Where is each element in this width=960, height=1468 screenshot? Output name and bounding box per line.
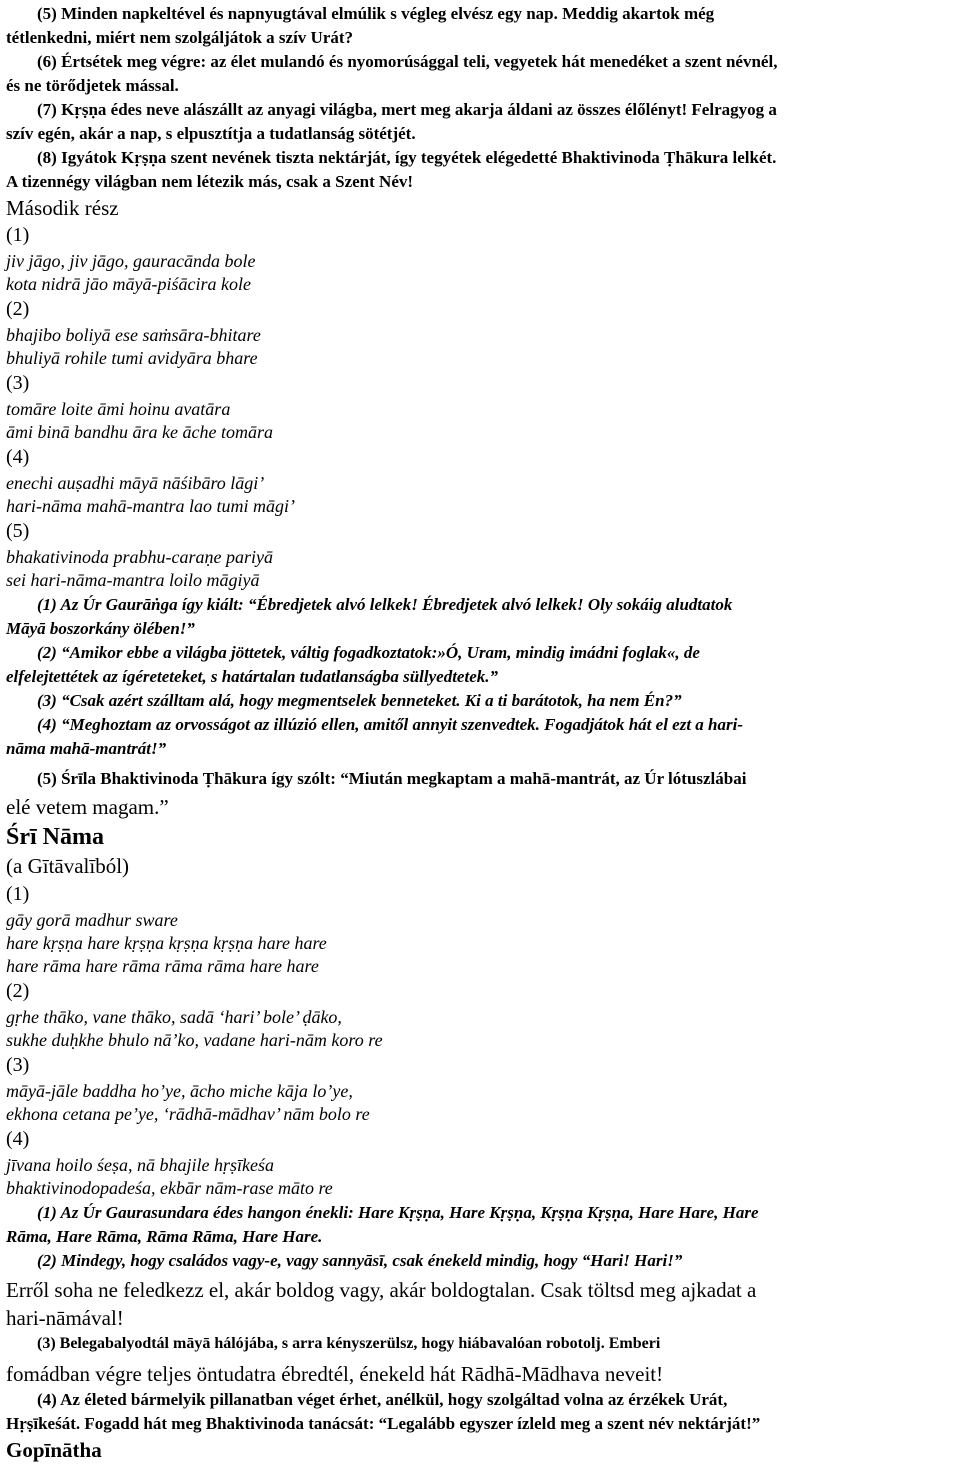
text-line: (6) Értsétek meg végre: az élet mulandó és nyomorúsággal teli, vegyetek hát menedéket a szent névnél, [37,52,778,71]
text-line: Gopīnātha [6,1438,102,1462]
text-line: kota nidrā jāo māyā-piśācira kole [6,274,251,294]
text-line: (1) Az Úr Gaurāṅga így kiált: “Ébredjetek alvó lelkek! Ébredjetek alvó lelkek! Oly sokáig aludtatok [37,595,733,614]
text-line: Erről soha ne feledkezz el, akár boldog vagy, akár boldogtalan. Csak töltsd meg ajkadat a [6,1278,757,1302]
text-line: hari-nāma mahā-mantra lao tumi māgi’ [6,496,295,516]
text-line: (5) [6,520,30,542]
text-line: (2) “Amikor ebbe a világba jöttetek, váltig fogadkoztatok:»Ó, Uram, mindig imádni foglak«, de [37,643,700,662]
text-line: bhuliyā rohile tumi avidyāra bhare [6,348,258,368]
text-line: (5) Śrīla Bhaktivinoda Ṭhākura így szólt: “Miután megkaptam a mahā-mantrát, az Úr lótuszlábai [37,769,747,788]
text-line: tétlenkedni, miért nem szolgáljátok a szív Urát? [6,28,354,47]
text-line: (2) [6,298,30,320]
text-line: (4) [6,446,30,468]
text-line: (5) Minden napkeltével és napnyugtával elmúlik s végleg elvész egy nap. Meddig akartok még [37,4,715,23]
text-line: jiv jāgo, jiv jāgo, gauracānda bole [6,251,256,271]
text-line: māyā-jāle baddha ho’ye, ācho miche kāja lo’ye, [6,1081,353,1101]
text-line: (3) [6,372,30,394]
text-line: jīvana hoilo śeṣa, nā bhajile hṛṣīkeśa [6,1155,274,1175]
text-line: gṛhe thāko, vane thāko, sadā ‘hari’ bole’ ḍāko, [6,1007,342,1027]
text-line: sei hari-nāma-mantra loilo māgiyā [6,570,260,590]
text-line: A tizennégy világban nem létezik más, csak a Szent Név! [6,172,414,191]
text-line: (3) Belegabalyodtál māyā hálójába, s arra kényszerülsz, hogy hiábavalóan robotolj. Emberi [37,1335,661,1352]
text-line: sukhe duḥkhe bhulo nā’ko, vadane hari-nām koro re [6,1030,383,1050]
text-line: elé vetem magam.” [6,795,169,819]
text-line: (4) Az életed bármelyik pillanatban véget érhet, anélkül, hogy szolgáltad volna az érzékek Urát, [37,1390,728,1409]
text-line: (4) [6,1128,30,1150]
text-line: hare rāma hare rāma rāma rāma hare hare [6,956,319,976]
text-line: nāma mahā-mantrát!” [6,739,167,758]
text-line: elfelejtettétek az ígéreteteket, s határtalan tudatlanságba süllyedtetek.” [6,667,498,686]
text-line: (a Gītāvalīból) [6,854,130,878]
text-line: bhajibo boliyā ese saṁsāra-bhitare [6,325,261,345]
text-line: (8) Igyátok Kṛṣṇa szent nevének tiszta nektárját, így tegyétek elégedetté Bhaktivinoda Ṭhākura lelkét. [37,148,777,167]
text-line: (1) [6,224,30,246]
text-line: gāy gorā madhur sware [6,910,178,930]
text-line: bhakativinoda prabhu-caraṇe pariyā [6,547,273,567]
text-line: fomádban végre teljes öntudatra ébredtél, énekeld hát Rādhā-Mādhava neveit! [6,1362,664,1386]
text-line: (7) Kṛṣṇa édes neve alászállt az anyagi világba, mert meg akarja áldani az összes élőlényt! Felragyog a [37,100,777,119]
text-line: Hṛṣīkeśát. Fogadd hát meg Bhaktivinoda tanácsát: “Legalább egyszer ízleld meg a szent név nektárját!” [6,1414,761,1433]
text-line: (2) [6,980,30,1002]
text-line: (2) Mindegy, hogy családos vagy-e, vagy sannyāsī, csak énekeld mindig, hogy “Hari! Hari!” [37,1251,683,1270]
text-line: (1) Az Úr Gaurasundara édes hangon énekli: Hare Kṛṣṇa, Hare Kṛṣṇa, Kṛṣṇa Kṛṣṇa, Hare Hare, Hare [37,1203,759,1222]
text-line: (3) “Csak azért szálltam alá, hogy megmentselek benneteket. Ki a ti barátotok, ha nem Én?” [37,691,682,710]
text-line: szív egén, akár a nap, s elpusztítja a tudatlanság sötétjét. [6,124,416,143]
text-line: (1) [6,883,30,905]
text-line: és ne törődjetek mással. [6,76,179,95]
text-line: (3) [6,1054,30,1076]
text-line: Śrī Nāma [6,824,104,850]
text-line: bhaktivinodopadeśa, ekbār nām-rase māto re [6,1178,333,1198]
text-line: ekhona cetana pe’ye, ‘rādhā-mādhav’ nām bolo re [6,1104,370,1124]
text-line: (4) “Meghoztam az orvosságot az illúzió ellen, amitől annyit szenvedtek. Fogadjátok hát el ezt a hari- [37,715,744,734]
text-line: tomāre loite āmi hoinu avatāra [6,399,231,419]
text-line: Māyā boszorkány ölében!” [6,619,195,638]
text-line: enechi auṣadhi māyā nāśibāro lāgi’ [6,473,265,493]
text-line: Második rész [6,196,119,220]
text-line: Rāma, Hare Rāma, Rāma Rāma, Hare Hare. [6,1227,323,1246]
text-line: āmi binā bandhu āra ke āche tomāra [6,422,273,442]
text-line: hare kṛṣṇa hare kṛṣṇa kṛṣṇa kṛṣṇa hare hare [6,933,327,953]
text-line: hari-nāmával! [6,1306,124,1330]
